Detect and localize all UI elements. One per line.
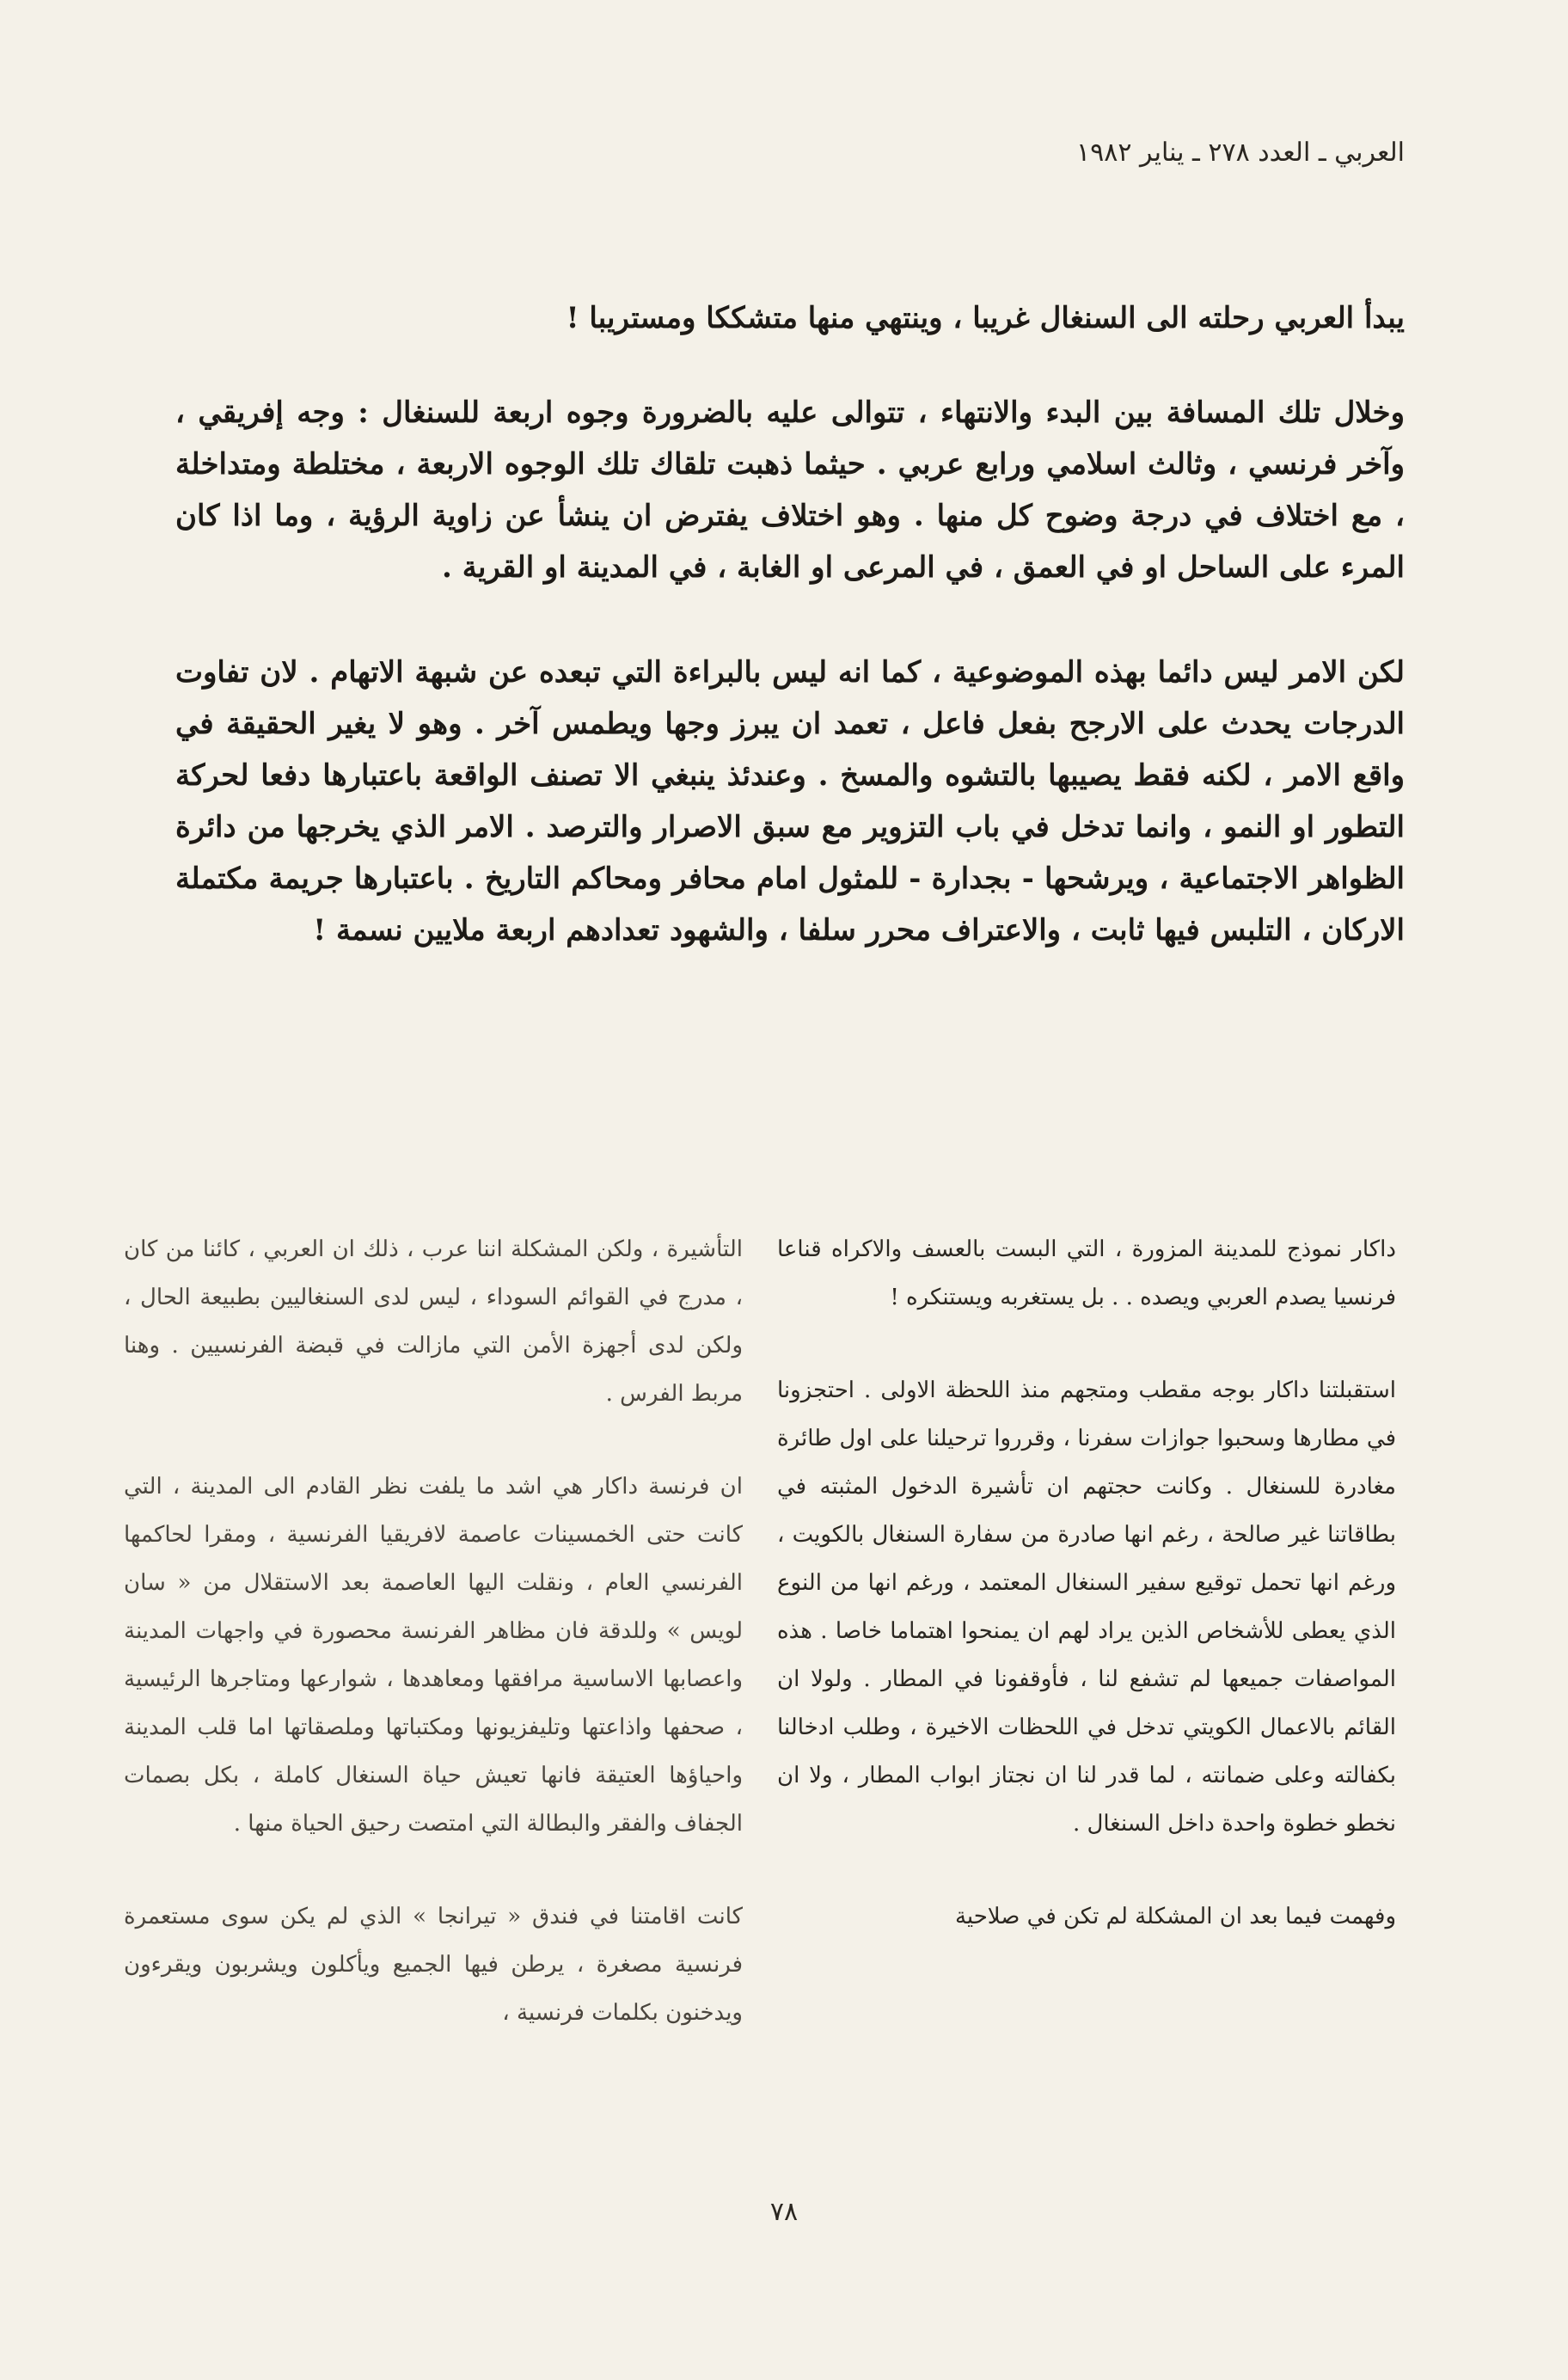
- body-column-left: [124, 1225, 743, 2082]
- column-paragraph: ان فرنسة داكار هي اشد ما يلفت نظر القادم الى المدينة ، التي كانت حتى الخمسينات عاصمة لافريقيا الفرنسية ، ومقرا لحاكمها الفرنسي العام ، ونقلت اليها العاصمة بعد الاستقلال من « سان لويس » وللدقة فان مظاهر الفرنسة محصورة في واجهات المدينة واعصابها الاساسية مرافقها ومعاهدها ، شوارعها ومتاجرها الرئيسية ، صحفها واذاعتها وتليفزيونها ومكتباتها وملصقاتها اما قلب المدينة واحياؤها العتيقة فانها تعيش حياة السنغال كاملة ، بكل بصمات الجفاف والفقر والبطالة التي امتصت رحيق الحياة منها .: [124, 1474, 743, 1837]
- column-paragraph: كانت اقامتنا في فندق « تيرانجا » الذي لم يكن سوى مستعمرة فرنسية مصغرة ، يرطن فيها الجميع ويأكلون ويشربون ويقرءون ويدخنون بكلمات فرنسية ،: [124, 1904, 743, 2026]
- column-paragraph: وفهمت فيما بعد ان المشكلة لم تكن في صلاحية: [954, 1904, 1396, 1929]
- intro-lead: يبدأ العربي رحلته الى السنغال غريبا ، وينتهي منها متشككا ومستريبا !: [566, 301, 1405, 335]
- column-paragraph: التأشيرة ، ولكن المشكلة اننا عرب ، ذلك ان العربي ، كائنا من كان ، مدرج في القوائم السوداء ، ليس لدى السنغاليين بطبيعة الحال ، ولكن لدى أجهزة الأمن التي مازالت في قبضة الفرنسيين . وهنا مربط الفرس .: [124, 1236, 743, 1407]
- running-header: العربي ـ العدد ٢٧٨ ـ يناير ١٩٨٢: [1076, 138, 1405, 168]
- body-column-right: [777, 1225, 1396, 1985]
- article-intro: [175, 292, 1405, 1009]
- column-paragraph: استقبلتنا داكار بوجه مقطب ومتجهم منذ اللحظة الاولى . احتجزونا في مطارها وسحبوا جوازات سفرنا ، وقرروا ترحيلنا على اول طائرة مغادرة للسنغال . وكانت حجتهم ان تأشيرة الدخول المثبته في بطاقاتنا غير صالحة ، رغم انها صادرة من سفارة السنغال بالكويت ، ورغم انها تحمل توقيع سفير السنغال المعتمد ، ورغم انها من النوع الذي يعطى للأشخاص الذين يراد لهم ان يمنحوا اهتماما خاصا . هذه المواصفات جميعها لم تشفع لنا ، فأوقفونا في المطار . ولولا ان القائم بالاعمال الكويتي تدخل في اللحظات الاخيرة ، وطلب ادخالنا بكفالته وعلى ضمانته ، لما قدر لنا ان نجتاز ابواب المطار ، ولا ان نخطو خطوة واحدة داخل السنغال .: [777, 1377, 1396, 1837]
- page-number: ٧٨: [769, 2197, 799, 2227]
- intro-paragraph: وخلال تلك المسافة بين البدء والانتهاء ، تتوالى عليه بالضرورة وجوه اربعة للسنغال : وجه إفريقي ، وآخر فرنسي ، وثالث اسلامي ورابع عربي . حيثما ذهبت تلقاك تلك الوجوه الاربعة ، مختلطة ومتداخلة ، مع اختلاف في درجة وضوح كل منها . وهو اختلاف يفترض ان ينشأ عن زاوية الرؤية ، وما اذا كان المرء على الساحل او في العمق ، في المرعى او الغابة ، في المدينة او القرية .: [175, 396, 1405, 585]
- intro-paragraph: لكن الامر ليس دائما بهذه الموضوعية ، كما انه ليس بالبراءة التي تبعده عن شبهة الاتهام . لان تفاوت الدرجات يحدث على الارجح بفعل فاعل ، تعمد ان يبرز وجها ويطمس آخر . وهو لا يغير الحقيقة في واقع الامر ، لكنه فقط يصيبها بالتشوه والمسخ . وعندئذ ينبغي الا تصنف الواقعة باعتبارها دفعا لحركة التطور او النمو ، وانما تدخل في باب التزوير مع سبق الاصرار والترصد . الامر الذي يخرجها من دائرة الظواهر الاجتماعية ، ويرشحها - بجدارة - للمثول امام محافر ومحاكم التاريخ . باعتبارها جريمة مكتملة الاركان ، التلبس فيها ثابت ، والاعتراف محرر سلفا ، والشهود تعدادهم اربعة ملايين نسمة !: [175, 655, 1405, 948]
- column-paragraph: داكار نموذج للمدينة المزورة ، التي البست بالعسف والاكراه قناعا فرنسيا يصدم العربي ويصده . . بل يستغربه ويستنكره !: [777, 1236, 1396, 1310]
